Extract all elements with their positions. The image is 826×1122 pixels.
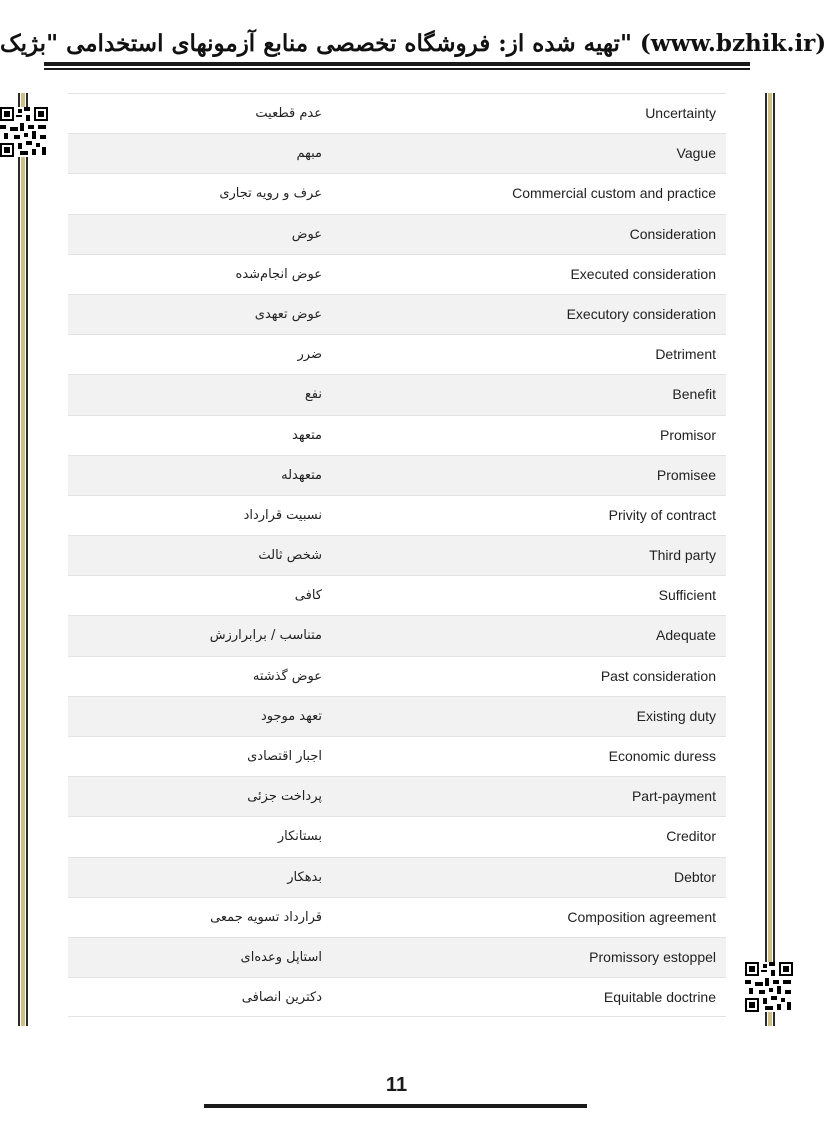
table-row	[68, 294, 726, 334]
left-page-border	[18, 93, 28, 1026]
english-term: Promissory estoppel	[589, 948, 716, 965]
persian-term: کافی	[294, 588, 322, 604]
english-term: Commercial custom and practice	[512, 185, 716, 202]
persian-term: عوض	[291, 226, 322, 242]
table-row	[68, 214, 726, 254]
glossary-table	[68, 93, 726, 1017]
persian-term: استاپل وعده‌ای	[240, 949, 322, 965]
page-header-title: تهیه شده از: فروشگاه تخصصی منابع آزمونهای استخدامی "بژیک" (www.bzhik.ir)	[0, 30, 826, 57]
table-row	[68, 897, 726, 937]
persian-term: قرارداد تسویه جمعی	[210, 909, 322, 925]
persian-term: مبهم	[296, 146, 322, 162]
english-term: Sufficient	[658, 587, 716, 604]
persian-term: بستانکار	[277, 829, 322, 845]
table-row	[68, 776, 726, 816]
persian-term: عوض انجام‌شده	[235, 266, 322, 282]
persian-term: عوض تعهدی	[254, 306, 322, 322]
table-row	[68, 977, 726, 1017]
table-row	[68, 415, 726, 455]
table-row	[68, 535, 726, 575]
persian-term: عدم قطعیت	[255, 106, 322, 121]
english-term: Vague	[676, 145, 716, 162]
english-term: Composition agreement	[567, 908, 716, 925]
footer-rule	[204, 1104, 587, 1108]
english-term: Economic duress	[608, 748, 716, 764]
english-term: Part-payment	[631, 788, 716, 805]
english-term: Equitable doctrine	[603, 989, 716, 1006]
table-row	[68, 133, 726, 173]
persian-term: متعهدله	[281, 467, 322, 483]
table-row	[68, 455, 726, 495]
table-row	[68, 173, 726, 213]
table-row	[68, 575, 726, 615]
right-page-border	[765, 93, 775, 1026]
persian-term: ضرر	[297, 347, 322, 363]
persian-term: پرداخت جزئی	[247, 789, 322, 805]
english-term: Uncertainty	[645, 105, 716, 121]
english-term: Creditor	[666, 828, 716, 845]
persian-term: تعهد موجود	[260, 708, 322, 724]
english-term: Promisee	[656, 466, 716, 483]
english-term: Detriment	[655, 346, 716, 363]
english-term: Past consideration	[600, 667, 716, 684]
table-row	[68, 696, 726, 736]
persian-term: متناسب / برابرارزش	[209, 628, 322, 644]
header-rule-thick	[44, 62, 750, 66]
english-term: Privity of contract	[608, 506, 716, 523]
english-term: Executory consideration	[566, 305, 716, 322]
table-row	[68, 937, 726, 977]
persian-term: بدهکار	[287, 869, 322, 885]
persian-term: متعهد	[292, 427, 322, 443]
english-term: Existing duty	[636, 707, 716, 724]
english-term: Executed consideration	[570, 265, 716, 282]
persian-term: عرف و رویه تجاری	[219, 186, 322, 202]
table-row	[68, 334, 726, 374]
table-row	[68, 656, 726, 696]
table-row	[68, 374, 726, 414]
table-row	[68, 495, 726, 535]
persian-term: شخص ثالث	[258, 548, 322, 564]
english-term: Adequate	[656, 627, 716, 644]
table-row	[68, 615, 726, 655]
page-number: 11	[385, 1074, 408, 1096]
table-row	[68, 816, 726, 856]
table-row	[68, 857, 726, 897]
qr-code-icon	[745, 962, 793, 1012]
english-term: Consideration	[629, 225, 716, 242]
persian-term: نفع	[304, 387, 322, 403]
persian-term: اجبار اقتصادی	[247, 749, 322, 764]
english-term: Promisor	[659, 426, 716, 443]
english-term: Debtor	[673, 868, 716, 885]
table-row	[68, 254, 726, 294]
english-term: Third party	[649, 547, 716, 564]
table-row	[68, 736, 726, 776]
table-row	[68, 93, 726, 133]
qr-code-icon	[0, 107, 48, 157]
header-rule-thin	[44, 68, 750, 70]
persian-term: دکترین انصافی	[241, 990, 322, 1006]
persian-term: عوض گذشته	[252, 668, 322, 684]
persian-term: نسبیت قرارداد	[243, 507, 322, 523]
english-term: Benefit	[672, 386, 716, 403]
